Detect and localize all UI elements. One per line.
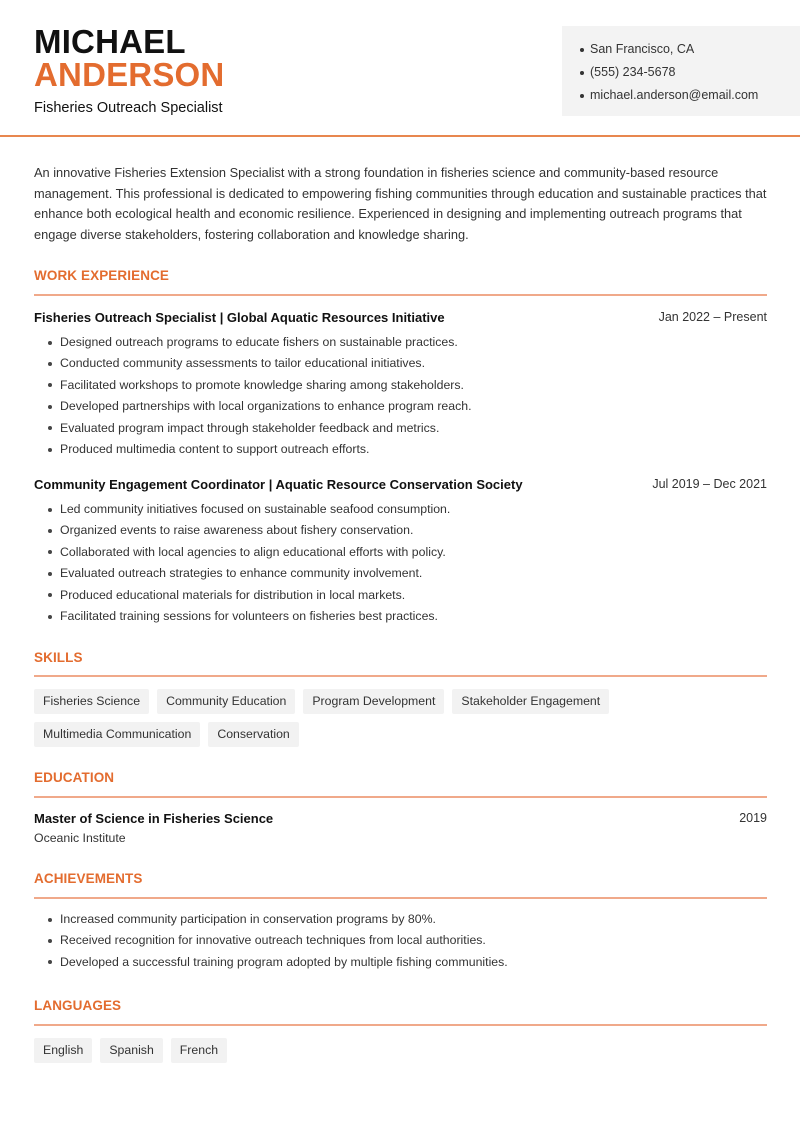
resume-header [0,0,800,137]
bullet-icon [48,426,52,430]
contact-phone [580,61,800,84]
list-item: Organized events to raise awareness about fishery conservation. [34,520,450,541]
last-name: ANDERSON [34,56,225,93]
skill-chip: Community Education [157,689,295,714]
skill-chip: Fisheries Science [34,689,149,714]
bullet-icon [580,71,584,75]
bullet-icon [48,362,52,366]
first-name: MICHAEL [34,23,186,60]
list-item: Increased community participation in conservation programs by 80%. [34,909,508,930]
skill-chip: Program Development [303,689,444,714]
bullet-icon [48,572,52,576]
language-chip: Spanish [100,1038,162,1063]
list-item: Developed partnerships with local organizations to enhance program reach. [34,396,472,417]
bullet-icon [48,405,52,409]
contact-phone-text: (555) 234-5678 [590,65,676,79]
bullet-icon [48,615,52,619]
contact-location [580,38,800,61]
bullet-icon [48,960,52,964]
education-school: Oceanic Institute [34,831,126,845]
skills-list [34,689,774,747]
bullet-icon [48,918,52,922]
job-bullet-list [34,499,450,627]
achievements-list [34,909,508,973]
section-title-work-experience: WORK EXPERIENCE [34,268,170,283]
list-item: Conducted community assessments to tailor educational initiatives. [34,353,472,374]
list-item: Produced educational materials for distribution in local markets. [34,585,450,606]
section-title-education: EDUCATION [34,770,115,785]
job-title: Fisheries Outreach Specialist [34,100,223,116]
job-dates: Jan 2022 – Present [658,310,767,324]
list-item: Collaborated with local agencies to align educational efforts with policy. [34,542,450,563]
bullet-icon [48,448,52,452]
bullet-icon [48,529,52,533]
list-item: Facilitated training sessions for volunteers on fisheries best practices. [34,606,450,627]
language-chip: English [34,1038,92,1063]
list-item: Facilitated workshops to promote knowledge sharing among stakeholders. [34,375,472,396]
bullet-icon [48,508,52,512]
section-divider [34,1024,767,1026]
section-divider [34,796,767,798]
section-title-achievements: ACHIEVEMENTS [34,871,143,886]
contact-email-text: michael.anderson@email.com [590,88,759,102]
bullet-icon [48,550,52,554]
professional-summary: An innovative Fisheries Extension Specialist with a strong foundation in fisheries science and community-based resource management. This professional is dedicated to empowering fishing communities through education and sustainable practices that enhance both ecological health and economic resilience. Experienced in designing and implementing outreach programs that engage diverse stakeholders, fostering collaboration and knowledge sharing. [34,165,767,243]
skill-chip: Stakeholder Engagement [452,689,609,714]
language-chip: French [171,1038,227,1063]
section-title-skills: SKILLS [34,650,83,665]
contact-location-text: San Francisco, CA [590,42,695,56]
list-item: Developed a successful training program adopted by multiple fishing communities. [34,952,508,973]
skill-chip: Conservation [208,722,298,747]
job-role: Fisheries Outreach Specialist | Global Aquatic Resources Initiative [34,309,445,325]
contact-box [562,26,800,116]
section-divider [34,675,767,677]
job-dates: Jul 2019 – Dec 2021 [652,477,767,491]
education-year: 2019 [739,811,767,825]
section-title-languages: LANGUAGES [34,998,122,1013]
list-item: Designed outreach programs to educate fishers on sustainable practices. [34,332,472,353]
job-role: Community Engagement Coordinator | Aquatic Resource Conservation Society [34,476,523,492]
list-item: Evaluated outreach strategies to enhance community involvement. [34,563,450,584]
bullet-icon [48,593,52,597]
contact-email [580,84,800,107]
bullet-icon [580,94,584,98]
job-bullet-list [34,332,472,460]
section-divider [34,897,767,899]
education-degree: Master of Science in Fisheries Science [34,811,274,826]
bullet-icon [48,939,52,943]
job-header [34,475,767,493]
list-item: Received recognition for innovative outreach techniques from local authorities. [34,930,508,951]
skill-chip: Multimedia Communication [34,722,200,747]
job-header [34,308,767,326]
list-item: Led community initiatives focused on sustainable seafood consumption. [34,499,450,520]
bullet-icon [580,48,584,52]
list-item: Produced multimedia content to support outreach efforts. [34,439,472,460]
bullet-icon [48,383,52,387]
bullet-icon [48,341,52,345]
section-divider [34,294,767,296]
languages-list [34,1038,774,1063]
education-header [34,811,767,826]
list-item: Evaluated program impact through stakeholder feedback and metrics. [34,418,472,439]
